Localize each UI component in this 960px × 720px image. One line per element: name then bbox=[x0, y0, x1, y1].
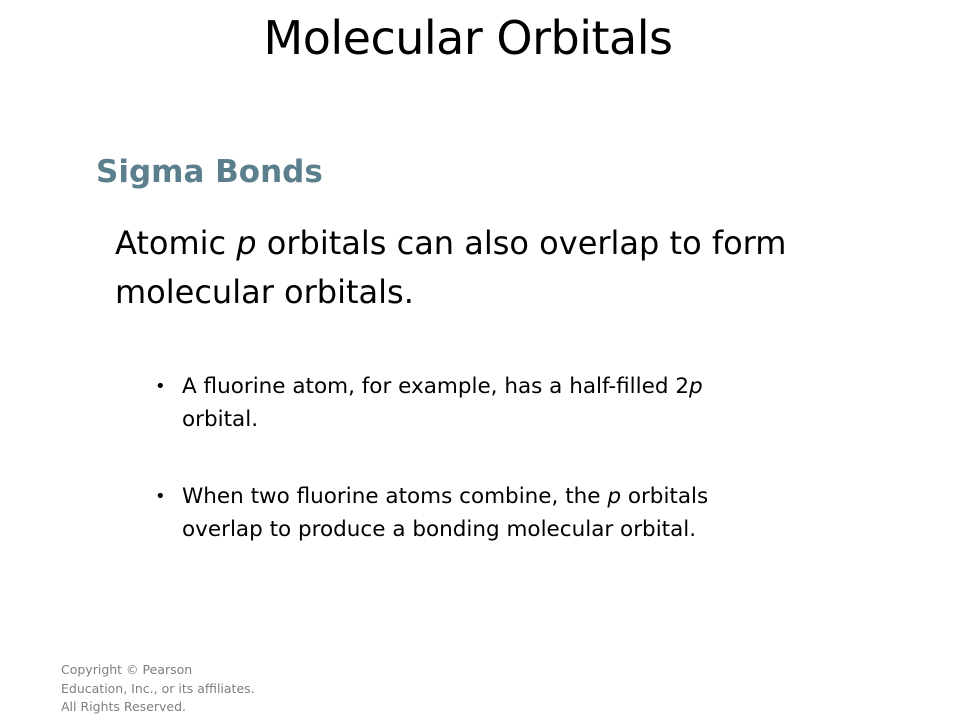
copyright-notice bbox=[61, 661, 301, 717]
intro-paragraph bbox=[115, 219, 875, 317]
copyright-line: Copyright © Pearson bbox=[61, 662, 193, 677]
bullet-list bbox=[155, 370, 835, 546]
intro-italic-p: p bbox=[236, 224, 257, 262]
intro-text-end: orbitals can also overlap to form bbox=[256, 224, 787, 262]
slide-title: Molecular Orbitals bbox=[263, 11, 673, 65]
bullet-icon: • bbox=[155, 376, 166, 397]
slide-subtitle: Sigma Bonds bbox=[96, 154, 323, 190]
bullet-text-start: When two fluorine atoms combine, the bbox=[182, 484, 608, 509]
bullet-text-line2: overlap to produce a bonding molecular orbital. bbox=[182, 517, 697, 542]
bullet-text-start: A fluorine atom, for example, has a half-filled 2 bbox=[182, 374, 689, 399]
bullet-item bbox=[155, 370, 835, 436]
intro-text-line2: molecular orbitals. bbox=[115, 273, 414, 311]
bullet-icon: • bbox=[155, 486, 166, 507]
bullet-italic-p: p bbox=[689, 374, 703, 399]
intro-text-start: Atomic bbox=[115, 224, 237, 262]
bullet-text-line2: orbital. bbox=[182, 407, 259, 432]
bullet-text-end: orbitals bbox=[620, 484, 709, 509]
copyright-line: All Rights Reserved. bbox=[61, 699, 187, 714]
copyright-line: Education, Inc., or its affiliates. bbox=[61, 680, 255, 696]
bullet-item bbox=[155, 480, 835, 546]
bullet-italic-p: p bbox=[607, 484, 621, 509]
